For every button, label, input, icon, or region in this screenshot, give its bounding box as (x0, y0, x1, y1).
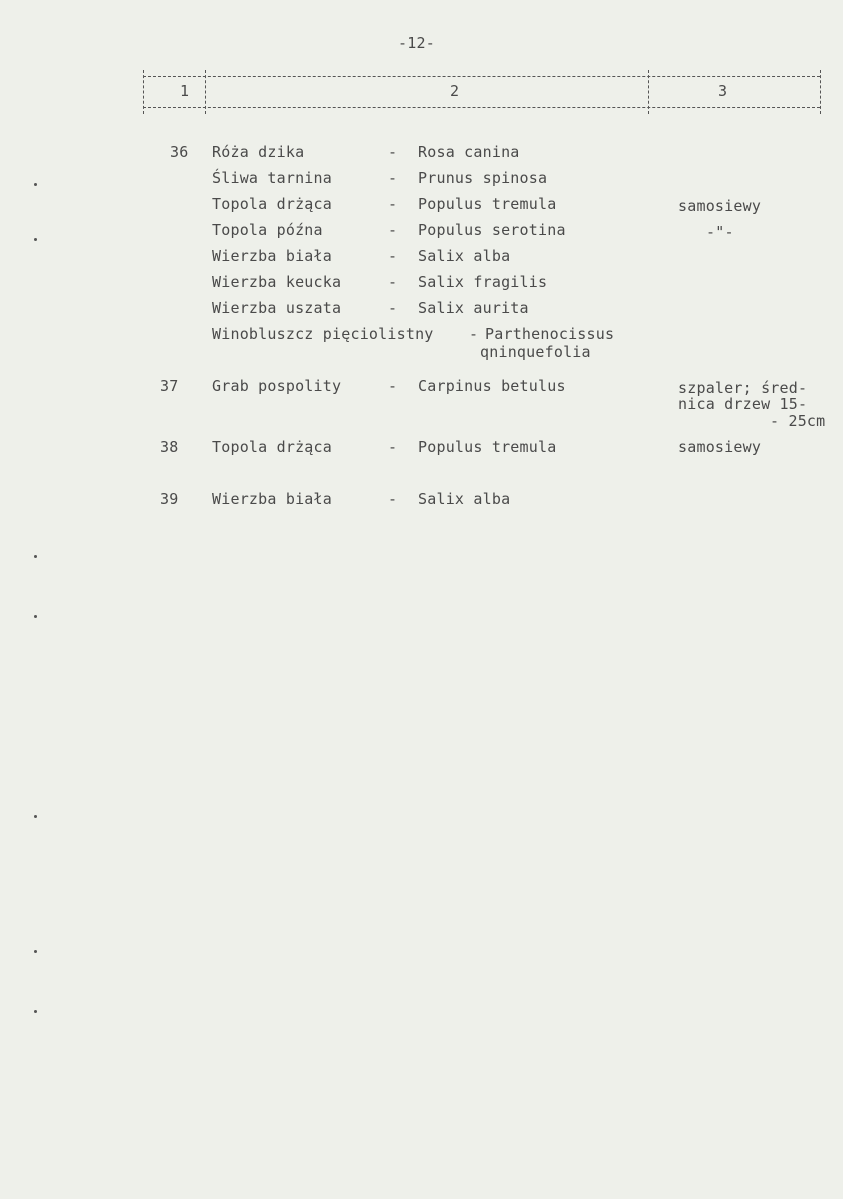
polish-name: Winobluszcz pięciolistny (212, 325, 434, 343)
polish-name: Topola drżąca (212, 195, 332, 213)
polish-name: Wierzba uszata (212, 299, 342, 317)
dash: - (388, 247, 398, 265)
remark-continued: nica drzew 15- (678, 395, 808, 413)
latin-name: Salix fragilis (418, 273, 548, 291)
dash: - (388, 273, 398, 291)
polish-name: Róża dzika (212, 143, 305, 161)
dash: - (469, 325, 479, 343)
polish-name: Topola późna (212, 221, 323, 239)
latin-name: Salix aurita (418, 299, 529, 317)
scan-speck (34, 238, 37, 241)
latin-name: Populus tremula (418, 438, 557, 456)
latin-name: Salix alba (418, 247, 511, 265)
latin-name: Rosa canina (418, 143, 520, 161)
dash: - (388, 299, 398, 317)
scan-speck (34, 183, 37, 186)
polish-name: Grab pospolity (212, 377, 342, 395)
header-col-3: 3 (718, 82, 728, 100)
scan-speck (34, 1010, 37, 1013)
polish-name: Wierzba biała (212, 490, 332, 508)
latin-name: Carpinus betulus (418, 377, 566, 395)
scan-speck (34, 950, 37, 953)
latin-name: Populus serotina (418, 221, 566, 239)
remark-continued: - 25cm (770, 412, 826, 430)
polish-name: Śliwa tarnina (212, 169, 332, 187)
latin-name: Prunus spinosa (418, 169, 548, 187)
latin-name: Salix alba (418, 490, 511, 508)
header-divider (205, 70, 206, 114)
row-number: 38 (160, 438, 179, 456)
polish-name: Wierzba biała (212, 247, 332, 265)
polish-name: Topola drżąca (212, 438, 332, 456)
dash: - (388, 195, 398, 213)
polish-name: Wierzba keucka (212, 273, 342, 291)
dash: - (388, 169, 398, 187)
dash: - (388, 221, 398, 239)
header-col-2: 2 (450, 82, 460, 100)
latin-name: Populus tremula (418, 195, 557, 213)
latin-name-continued: qninquefolia (480, 343, 591, 361)
remark: samosiewy (678, 438, 762, 456)
dash: - (388, 438, 398, 456)
dash: - (388, 490, 398, 508)
header-divider (143, 70, 144, 114)
header-divider (820, 70, 821, 114)
page-number: -12- (398, 34, 435, 52)
row-number: 37 (160, 377, 179, 395)
scan-speck (34, 815, 37, 818)
latin-name: Parthenocissus (485, 325, 615, 343)
dash: - (388, 377, 398, 395)
remark: szpaler; śred- (678, 379, 808, 397)
row-number: 39 (160, 490, 179, 508)
remark: -"- (706, 223, 734, 241)
remark: samosiewy (678, 197, 762, 215)
scan-speck (34, 555, 37, 558)
scan-speck (34, 615, 37, 618)
row-number: 36 (170, 143, 189, 161)
header-divider (648, 70, 649, 114)
dash: - (388, 143, 398, 161)
header-col-1: 1 (180, 82, 190, 100)
